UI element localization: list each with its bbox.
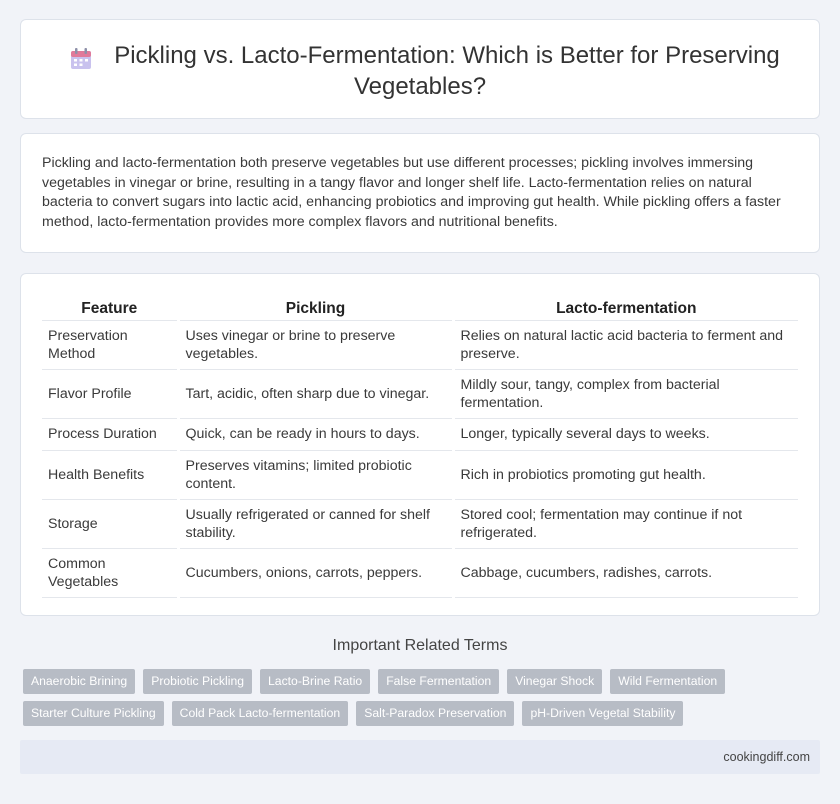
tag-lacto-brine-ratio[interactable]: Lacto-Brine Ratio bbox=[260, 669, 370, 694]
table-cell-pickling: Quick, can be ready in hours to days. bbox=[178, 418, 453, 450]
page-title bbox=[21, 40, 819, 102]
table-cell-pickling: Usually refrigerated or canned for shelf stability. bbox=[178, 499, 453, 548]
table-cell-pickling: Preserves vitamins; limited probiotic content. bbox=[178, 450, 453, 499]
table-cell-lacto: Mildly sour, tangy, complex from bacterial fermentation. bbox=[453, 369, 798, 418]
table-row bbox=[42, 320, 798, 369]
table-row bbox=[42, 369, 798, 418]
table-cell-lacto: Rich in probiotics promoting gut health. bbox=[453, 450, 798, 499]
tag-starter-culture-pickling[interactable]: Starter Culture Pickling bbox=[23, 701, 164, 726]
header-lacto-fermentation: Lacto-fermentation bbox=[453, 295, 798, 320]
table-cell-lacto: Stored cool; fermentation may continue if not refrigerated. bbox=[453, 499, 798, 548]
table-row bbox=[42, 450, 798, 499]
tag-anaerobic-brining[interactable]: Anaerobic Brining bbox=[23, 669, 135, 694]
table-cell-feature: Process Duration bbox=[42, 418, 178, 450]
footer bbox=[20, 740, 820, 774]
table-cell-lacto: Relies on natural lactic acid bacteria to ferment and preserve. bbox=[453, 320, 798, 369]
tag-cold-pack-lacto-fermentation[interactable]: Cold Pack Lacto-fermentation bbox=[172, 701, 349, 726]
tag-probiotic-pickling[interactable]: Probiotic Pickling bbox=[143, 669, 252, 694]
tag-row-1 bbox=[23, 669, 823, 694]
table-cell-feature: Flavor Profile bbox=[42, 369, 178, 418]
comparison-table-card bbox=[20, 273, 820, 616]
page-title-line2: Vegetables? bbox=[353, 73, 487, 100]
comparison-table bbox=[42, 295, 798, 598]
title-card bbox=[20, 19, 820, 119]
table-row bbox=[42, 418, 798, 450]
table-row bbox=[42, 499, 798, 548]
tag-false-fermentation[interactable]: False Fermentation bbox=[378, 669, 499, 694]
related-terms-title: Important Related Terms bbox=[332, 637, 508, 654]
table-cell-lacto: Cabbage, cucumbers, radishes, carrots. bbox=[453, 548, 798, 597]
header-feature: Feature bbox=[42, 295, 178, 320]
table-row bbox=[42, 548, 798, 597]
summary-text: Pickling and lacto-fermentation both preserve vegetables but use different processes; pickling involves immersing vegetables in vinegar or brine, resulting in a tangy flavor and longer shelf life. Lacto-fermentation relies on natural bacteria to convert sugars into lactic acid, enhancing probiotics and improving gut health. While pickling offers a faster method, lacto-fermentation provides more complex flavors and nutritional benefits. bbox=[42, 155, 781, 230]
related-terms-tags bbox=[23, 669, 823, 733]
table-cell-lacto: Longer, typically several days to weeks. bbox=[453, 418, 798, 450]
table-header-row bbox=[42, 295, 798, 320]
page-title-line1: Pickling vs. Lacto-Fermentation: Which is Better for Preserving bbox=[114, 42, 780, 69]
header-pickling: Pickling bbox=[178, 295, 453, 320]
table-cell-pickling: Uses vinegar or brine to preserve vegetables. bbox=[178, 320, 453, 369]
footer-site-link[interactable]: cookingdiff.com bbox=[723, 750, 810, 764]
tag-row-2 bbox=[23, 701, 823, 726]
summary-card bbox=[20, 133, 820, 253]
table-cell-pickling: Tart, acidic, often sharp due to vinegar. bbox=[178, 369, 453, 418]
table-cell-feature: Common Vegetables bbox=[42, 548, 178, 597]
tag-ph-driven-vegetal-stability[interactable]: pH-Driven Vegetal Stability bbox=[522, 701, 683, 726]
tag-vinegar-shock[interactable]: Vinegar Shock bbox=[507, 669, 602, 694]
tag-salt-paradox-preservation[interactable]: Salt-Paradox Preservation bbox=[356, 701, 514, 726]
tag-wild-fermentation[interactable]: Wild Fermentation bbox=[610, 669, 725, 694]
table-cell-pickling: Cucumbers, onions, carrots, peppers. bbox=[178, 548, 453, 597]
table-cell-feature: Preservation Method bbox=[42, 320, 178, 369]
table-cell-feature: Health Benefits bbox=[42, 450, 178, 499]
table-cell-feature: Storage bbox=[42, 499, 178, 548]
